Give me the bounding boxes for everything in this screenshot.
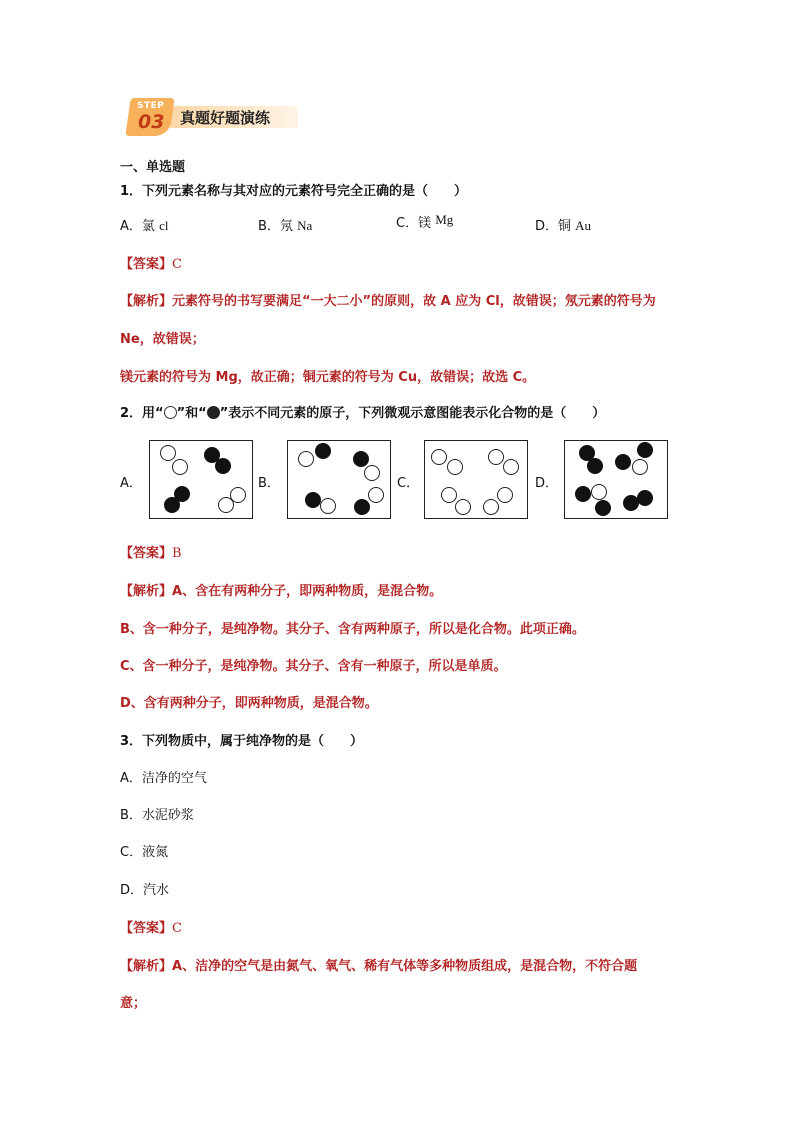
answer-value: C <box>172 921 182 936</box>
option-symbol: cl <box>159 218 169 233</box>
white-atom-icon <box>164 406 177 419</box>
answer-value: B <box>172 546 182 561</box>
white-atom <box>483 499 499 515</box>
white-atom <box>488 449 504 465</box>
white-atom <box>632 459 648 475</box>
option-symbol: Au <box>575 218 592 233</box>
analysis-text: A、含在有两种分子，即两种物质，是混合物。 <box>172 584 443 599</box>
answer-label: 【答案】 <box>120 921 173 936</box>
black-atom <box>315 443 331 459</box>
black-atom <box>575 486 591 502</box>
answer-label: 【答案】 <box>120 546 173 561</box>
q2-box-label-c: C． <box>397 476 420 491</box>
white-atom <box>218 497 234 513</box>
step-banner <box>128 98 300 142</box>
q2-box-label-a: A． <box>120 476 142 491</box>
q2-diagram-b <box>287 440 391 519</box>
analysis-label: 【解析】 <box>120 584 173 599</box>
q2-stem-mid: ”和“ <box>176 406 207 421</box>
option-symbol: Mg <box>435 212 454 227</box>
black-atom <box>587 458 603 474</box>
option-name: 氖 <box>279 219 293 234</box>
white-atom <box>172 459 188 475</box>
option-symbol: Na <box>297 218 313 233</box>
step-label: STEP <box>137 101 165 111</box>
q1-answer <box>120 253 182 272</box>
analysis-label: 【解析】 <box>120 959 173 974</box>
section-title: 一、单选题 <box>120 160 186 175</box>
q2-diagram-c <box>424 440 528 519</box>
q1-option-b <box>258 215 312 234</box>
step-number: 03 <box>138 111 165 133</box>
q1-analysis-line-2: Ne，故错误； <box>120 332 205 347</box>
white-atom <box>298 451 314 467</box>
option-label: A． <box>120 219 142 234</box>
black-atom <box>595 500 611 516</box>
analysis-text: 元素符号的书写要满足“一大二小”的原则，故 A 应为 Cl，故错误；氖元素的符号为 <box>172 294 656 309</box>
q1-stem: 1．下列元素名称与其对应的元素符号完全正确的是（ ） <box>120 184 468 199</box>
answer-value: C <box>172 257 182 272</box>
q2-analysis-line-2: B、含一种分子，是纯净物。其分子、含有两种原子，所以是化合物。此项正确。 <box>120 622 585 637</box>
option-label: C． <box>396 216 419 231</box>
black-atom-icon <box>207 406 220 419</box>
q1-option-c <box>396 212 453 231</box>
q3-stem: 3．下列物质中，属于纯净物的是（ ） <box>120 734 364 749</box>
black-atom <box>353 451 369 467</box>
black-atom <box>623 495 639 511</box>
q3-answer <box>120 917 182 936</box>
q2-stem-prefix: 2．用“ <box>120 406 164 421</box>
black-atom <box>305 492 321 508</box>
answer-label: 【答案】 <box>120 257 173 272</box>
option-name: 铜 <box>558 219 572 234</box>
white-atom <box>160 445 176 461</box>
q2-stem-suffix: ”表示不同元素的原子，下列微观示意图能表示化合物的是（ ） <box>219 406 606 421</box>
q3-analysis-line-2: 意； <box>120 996 147 1011</box>
q2-analysis-line-1 <box>120 580 442 599</box>
banner-title: 真题好题演练 <box>180 109 271 127</box>
q3-option-c: C．液氮 <box>120 845 169 860</box>
option-name: 镁 <box>418 216 432 231</box>
q1-analysis-line-3: 镁元素的符号为 Mg，故正确；铜元素的符号为 Cu，故错误；故选 C。 <box>120 370 536 385</box>
black-atom <box>354 499 370 515</box>
option-label: D． <box>535 219 559 234</box>
white-atom <box>591 484 607 500</box>
q3-analysis-line-1 <box>120 955 637 974</box>
q2-box-label-b: B． <box>258 476 280 491</box>
q1-option-d <box>535 215 591 234</box>
analysis-text: A、洁净的空气是由氮气、氧气、稀有气体等多种物质组成，是混合物，不符合题 <box>172 959 638 974</box>
q2-analysis-line-4: D、含有两种分子，即两种物质，是混合物。 <box>120 696 378 711</box>
option-name: 氯 <box>141 219 155 234</box>
option-label: B． <box>258 219 280 234</box>
white-atom <box>503 459 519 475</box>
q1-option-a <box>120 215 168 234</box>
q2-diagram-d <box>564 440 668 519</box>
white-atom <box>441 487 457 503</box>
black-atom <box>164 497 180 513</box>
q3-option-a: A．洁净的空气 <box>120 771 207 786</box>
black-atom <box>637 442 653 458</box>
q3-option-b: B．水泥砂浆 <box>120 808 194 823</box>
q2-answer <box>120 542 182 561</box>
q2-box-label-d: D． <box>535 476 559 491</box>
white-atom <box>497 487 513 503</box>
white-atom <box>431 449 447 465</box>
q2-analysis-line-3: C、含一种分子，是纯净物。其分子、含有一种原子，所以是单质。 <box>120 659 507 674</box>
q3-option-d: D．汽水 <box>120 883 170 898</box>
analysis-label: 【解析】 <box>120 294 173 309</box>
white-atom <box>455 499 471 515</box>
black-atom <box>215 458 231 474</box>
white-atom <box>447 459 463 475</box>
black-atom <box>637 490 653 506</box>
white-atom <box>368 487 384 503</box>
q1-analysis-line-1 <box>120 290 656 309</box>
q2-stem <box>120 402 605 421</box>
white-atom <box>364 465 380 481</box>
q2-diagram-a <box>149 440 253 519</box>
black-atom <box>615 454 631 470</box>
white-atom <box>320 498 336 514</box>
